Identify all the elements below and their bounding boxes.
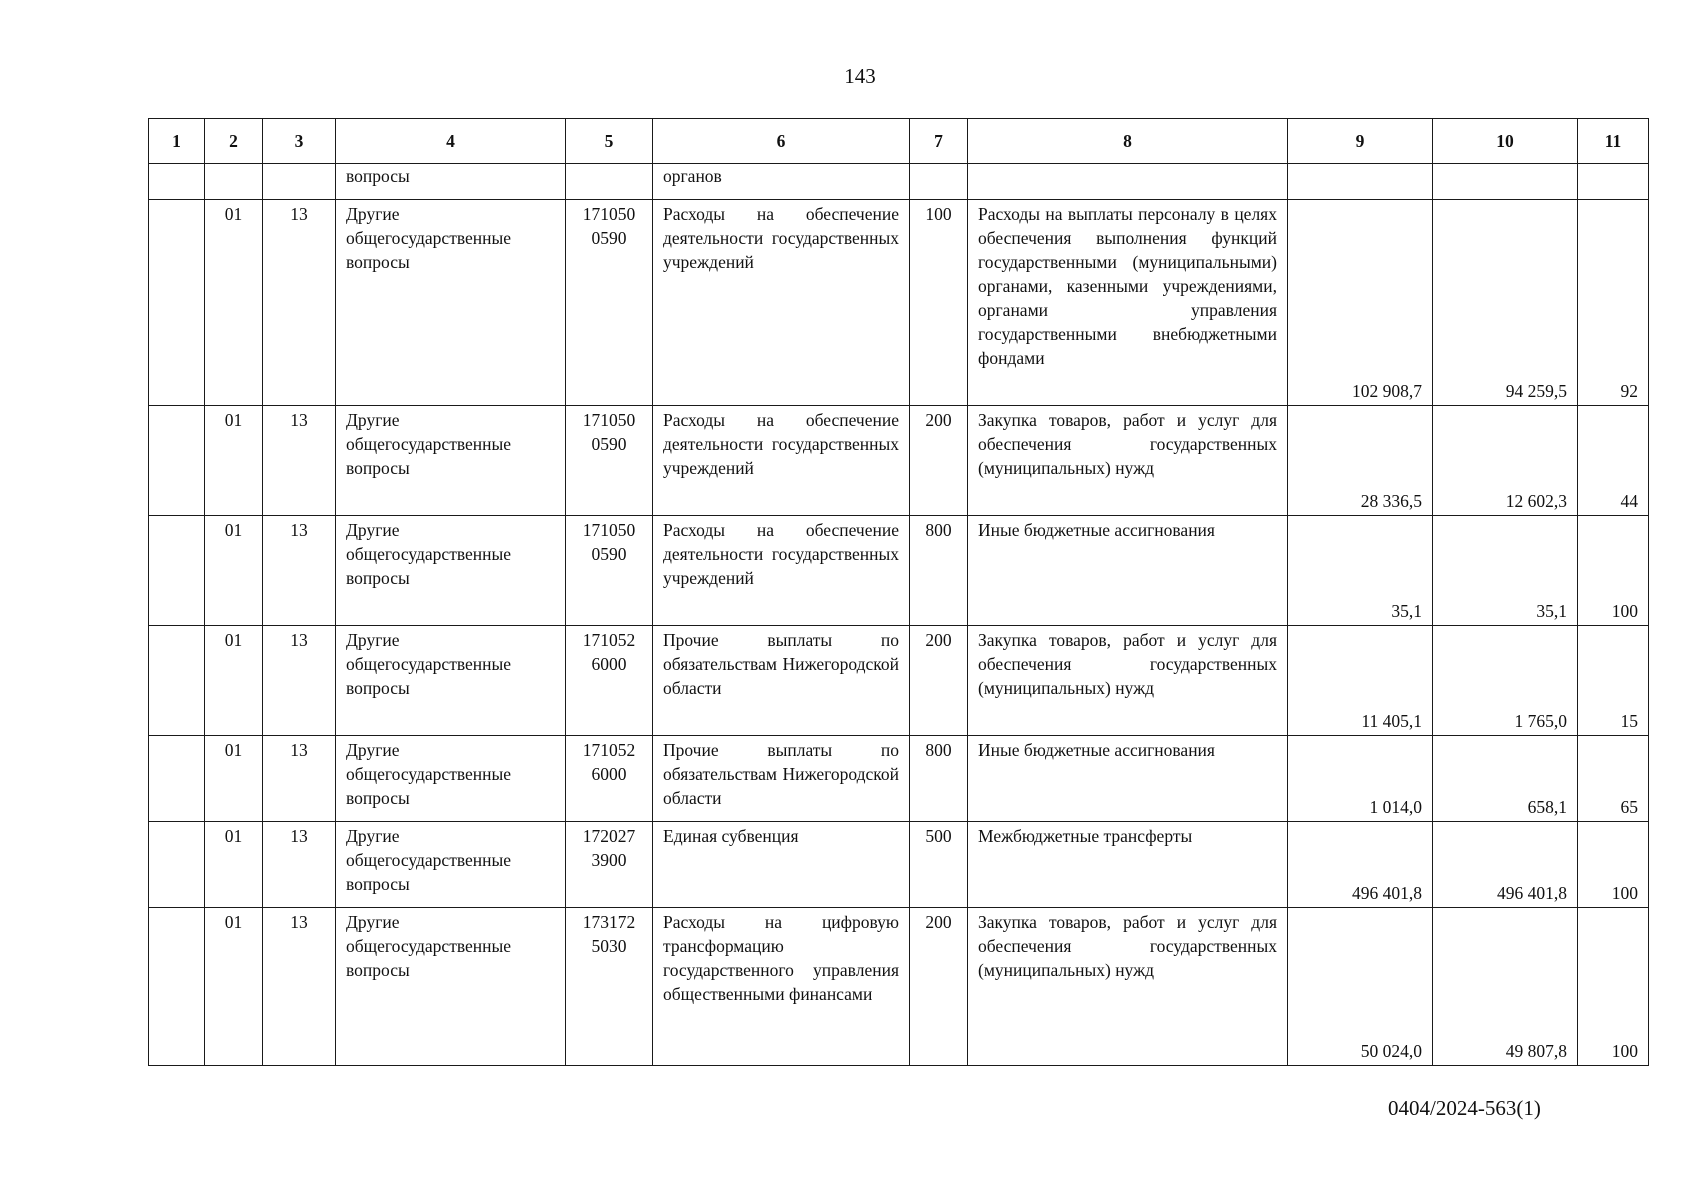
section-name-cell: Другие общегосударственные вопросы [336, 406, 566, 516]
table-row [149, 626, 1649, 736]
expense-type-name-cell: Иные бюджетные ассигнования [968, 736, 1288, 822]
amount-planned-cell: 496 401,8 [1288, 822, 1433, 908]
table-row-continuation [149, 164, 1649, 200]
expense-type-cell: 200 [910, 908, 968, 1066]
expense-type-cell: 100 [910, 200, 968, 406]
amount-actual-cell: 49 807,8 [1433, 908, 1578, 1066]
cell [149, 822, 205, 908]
col-header: 1 [149, 119, 205, 164]
cell [1433, 164, 1578, 200]
expense-type-cell: 200 [910, 626, 968, 736]
cell [149, 626, 205, 736]
target-article-cell: 171050 0590 [566, 516, 653, 626]
expense-type-name-cell: Закупка товаров, работ и услуг для обеспечения государственных (муниципальных) нужд [968, 406, 1288, 516]
table-row [149, 406, 1649, 516]
cell [149, 516, 205, 626]
col-header: 7 [910, 119, 968, 164]
page-number: 143 [844, 64, 876, 88]
subsection-cell: 13 [263, 822, 336, 908]
subsection-cell: 13 [263, 908, 336, 1066]
percent-cell: 65 [1578, 736, 1649, 822]
table-row [149, 822, 1649, 908]
amount-actual-cell: 1 765,0 [1433, 626, 1578, 736]
amount-planned-cell: 28 336,5 [1288, 406, 1433, 516]
amount-planned-cell: 11 405,1 [1288, 626, 1433, 736]
amount-planned-cell: 1 014,0 [1288, 736, 1433, 822]
cell [910, 164, 968, 200]
subsection-cell: 13 [263, 736, 336, 822]
section-cell: 01 [205, 736, 263, 822]
cell: вопросы [336, 164, 566, 200]
table-row [149, 200, 1649, 406]
budget-table [148, 118, 1649, 1066]
col-header: 10 [1433, 119, 1578, 164]
amount-actual-cell: 35,1 [1433, 516, 1578, 626]
target-article-cell: 173172 5030 [566, 908, 653, 1066]
section-cell: 01 [205, 516, 263, 626]
subsection-cell: 13 [263, 406, 336, 516]
expense-type-name-cell: Межбюджетные трансферты [968, 822, 1288, 908]
section-cell: 01 [205, 200, 263, 406]
target-article-cell: 171052 6000 [566, 736, 653, 822]
col-header: 5 [566, 119, 653, 164]
expense-type-cell: 200 [910, 406, 968, 516]
subsection-cell: 13 [263, 200, 336, 406]
amount-actual-cell: 94 259,5 [1433, 200, 1578, 406]
section-cell: 01 [205, 406, 263, 516]
amount-planned-cell: 102 908,7 [1288, 200, 1433, 406]
percent-cell: 15 [1578, 626, 1649, 736]
section-cell: 01 [205, 908, 263, 1066]
cell [149, 200, 205, 406]
section-name-cell: Другие общегосударственные вопросы [336, 200, 566, 406]
cell: органов [653, 164, 910, 200]
cell [566, 164, 653, 200]
article-name-cell: Расходы на цифровую трансформацию государственного управления общественными финансами [653, 908, 910, 1066]
col-header: 9 [1288, 119, 1433, 164]
cell [149, 736, 205, 822]
table-row [149, 908, 1649, 1066]
article-name-cell: Прочие выплаты по обязательствам Нижегородской области [653, 626, 910, 736]
amount-actual-cell: 658,1 [1433, 736, 1578, 822]
expense-type-name-cell: Расходы на выплаты персоналу в целях обеспечения выполнения функций государственными (муниципальными) органами, казенными учреждениями, органами управления государственными внебюджетными фондами [968, 200, 1288, 406]
percent-cell: 100 [1578, 516, 1649, 626]
subsection-cell: 13 [263, 626, 336, 736]
amount-actual-cell: 12 602,3 [1433, 406, 1578, 516]
header-row [149, 119, 1649, 164]
cell [1288, 164, 1433, 200]
expense-type-cell: 800 [910, 736, 968, 822]
target-article-cell: 172027 3900 [566, 822, 653, 908]
article-name-cell: Расходы на обеспечение деятельности государственных учреждений [653, 406, 910, 516]
cell [263, 164, 336, 200]
section-name-cell: Другие общегосударственные вопросы [336, 626, 566, 736]
percent-cell: 100 [1578, 908, 1649, 1066]
expense-type-cell: 800 [910, 516, 968, 626]
cell [149, 406, 205, 516]
section-cell: 01 [205, 822, 263, 908]
col-header: 2 [205, 119, 263, 164]
article-name-cell: Расходы на обеспечение деятельности государственных учреждений [653, 200, 910, 406]
article-name-cell: Расходы на обеспечение деятельности государственных учреждений [653, 516, 910, 626]
col-header: 8 [968, 119, 1288, 164]
section-name-cell: Другие общегосударственные вопросы [336, 822, 566, 908]
cell [968, 164, 1288, 200]
amount-planned-cell: 50 024,0 [1288, 908, 1433, 1066]
table-row [149, 516, 1649, 626]
cell [149, 164, 205, 200]
percent-cell: 92 [1578, 200, 1649, 406]
section-cell: 01 [205, 626, 263, 736]
col-header: 6 [653, 119, 910, 164]
target-article-cell: 171050 0590 [566, 200, 653, 406]
percent-cell: 100 [1578, 822, 1649, 908]
percent-cell: 44 [1578, 406, 1649, 516]
article-name-cell: Прочие выплаты по обязательствам Нижегородской области [653, 736, 910, 822]
cell [1578, 164, 1649, 200]
section-name-cell: Другие общегосударственные вопросы [336, 516, 566, 626]
expense-type-name-cell: Закупка товаров, работ и услуг для обеспечения государственных (муниципальных) нужд [968, 626, 1288, 736]
expense-type-name-cell: Иные бюджетные ассигнования [968, 516, 1288, 626]
amount-actual-cell: 496 401,8 [1433, 822, 1578, 908]
expense-type-name-cell: Закупка товаров, работ и услуг для обеспечения государственных (муниципальных) нужд [968, 908, 1288, 1066]
col-header: 3 [263, 119, 336, 164]
cell [205, 164, 263, 200]
document-code: 0404/2024-563(1) [1388, 1096, 1541, 1120]
section-name-cell: Другие общегосударственные вопросы [336, 736, 566, 822]
expense-type-cell: 500 [910, 822, 968, 908]
col-header: 4 [336, 119, 566, 164]
col-header: 11 [1578, 119, 1649, 164]
target-article-cell: 171052 6000 [566, 626, 653, 736]
target-article-cell: 171050 0590 [566, 406, 653, 516]
table-row [149, 736, 1649, 822]
article-name-cell: Единая субвенция [653, 822, 910, 908]
subsection-cell: 13 [263, 516, 336, 626]
section-name-cell: Другие общегосударственные вопросы [336, 908, 566, 1066]
amount-planned-cell: 35,1 [1288, 516, 1433, 626]
cell [149, 908, 205, 1066]
